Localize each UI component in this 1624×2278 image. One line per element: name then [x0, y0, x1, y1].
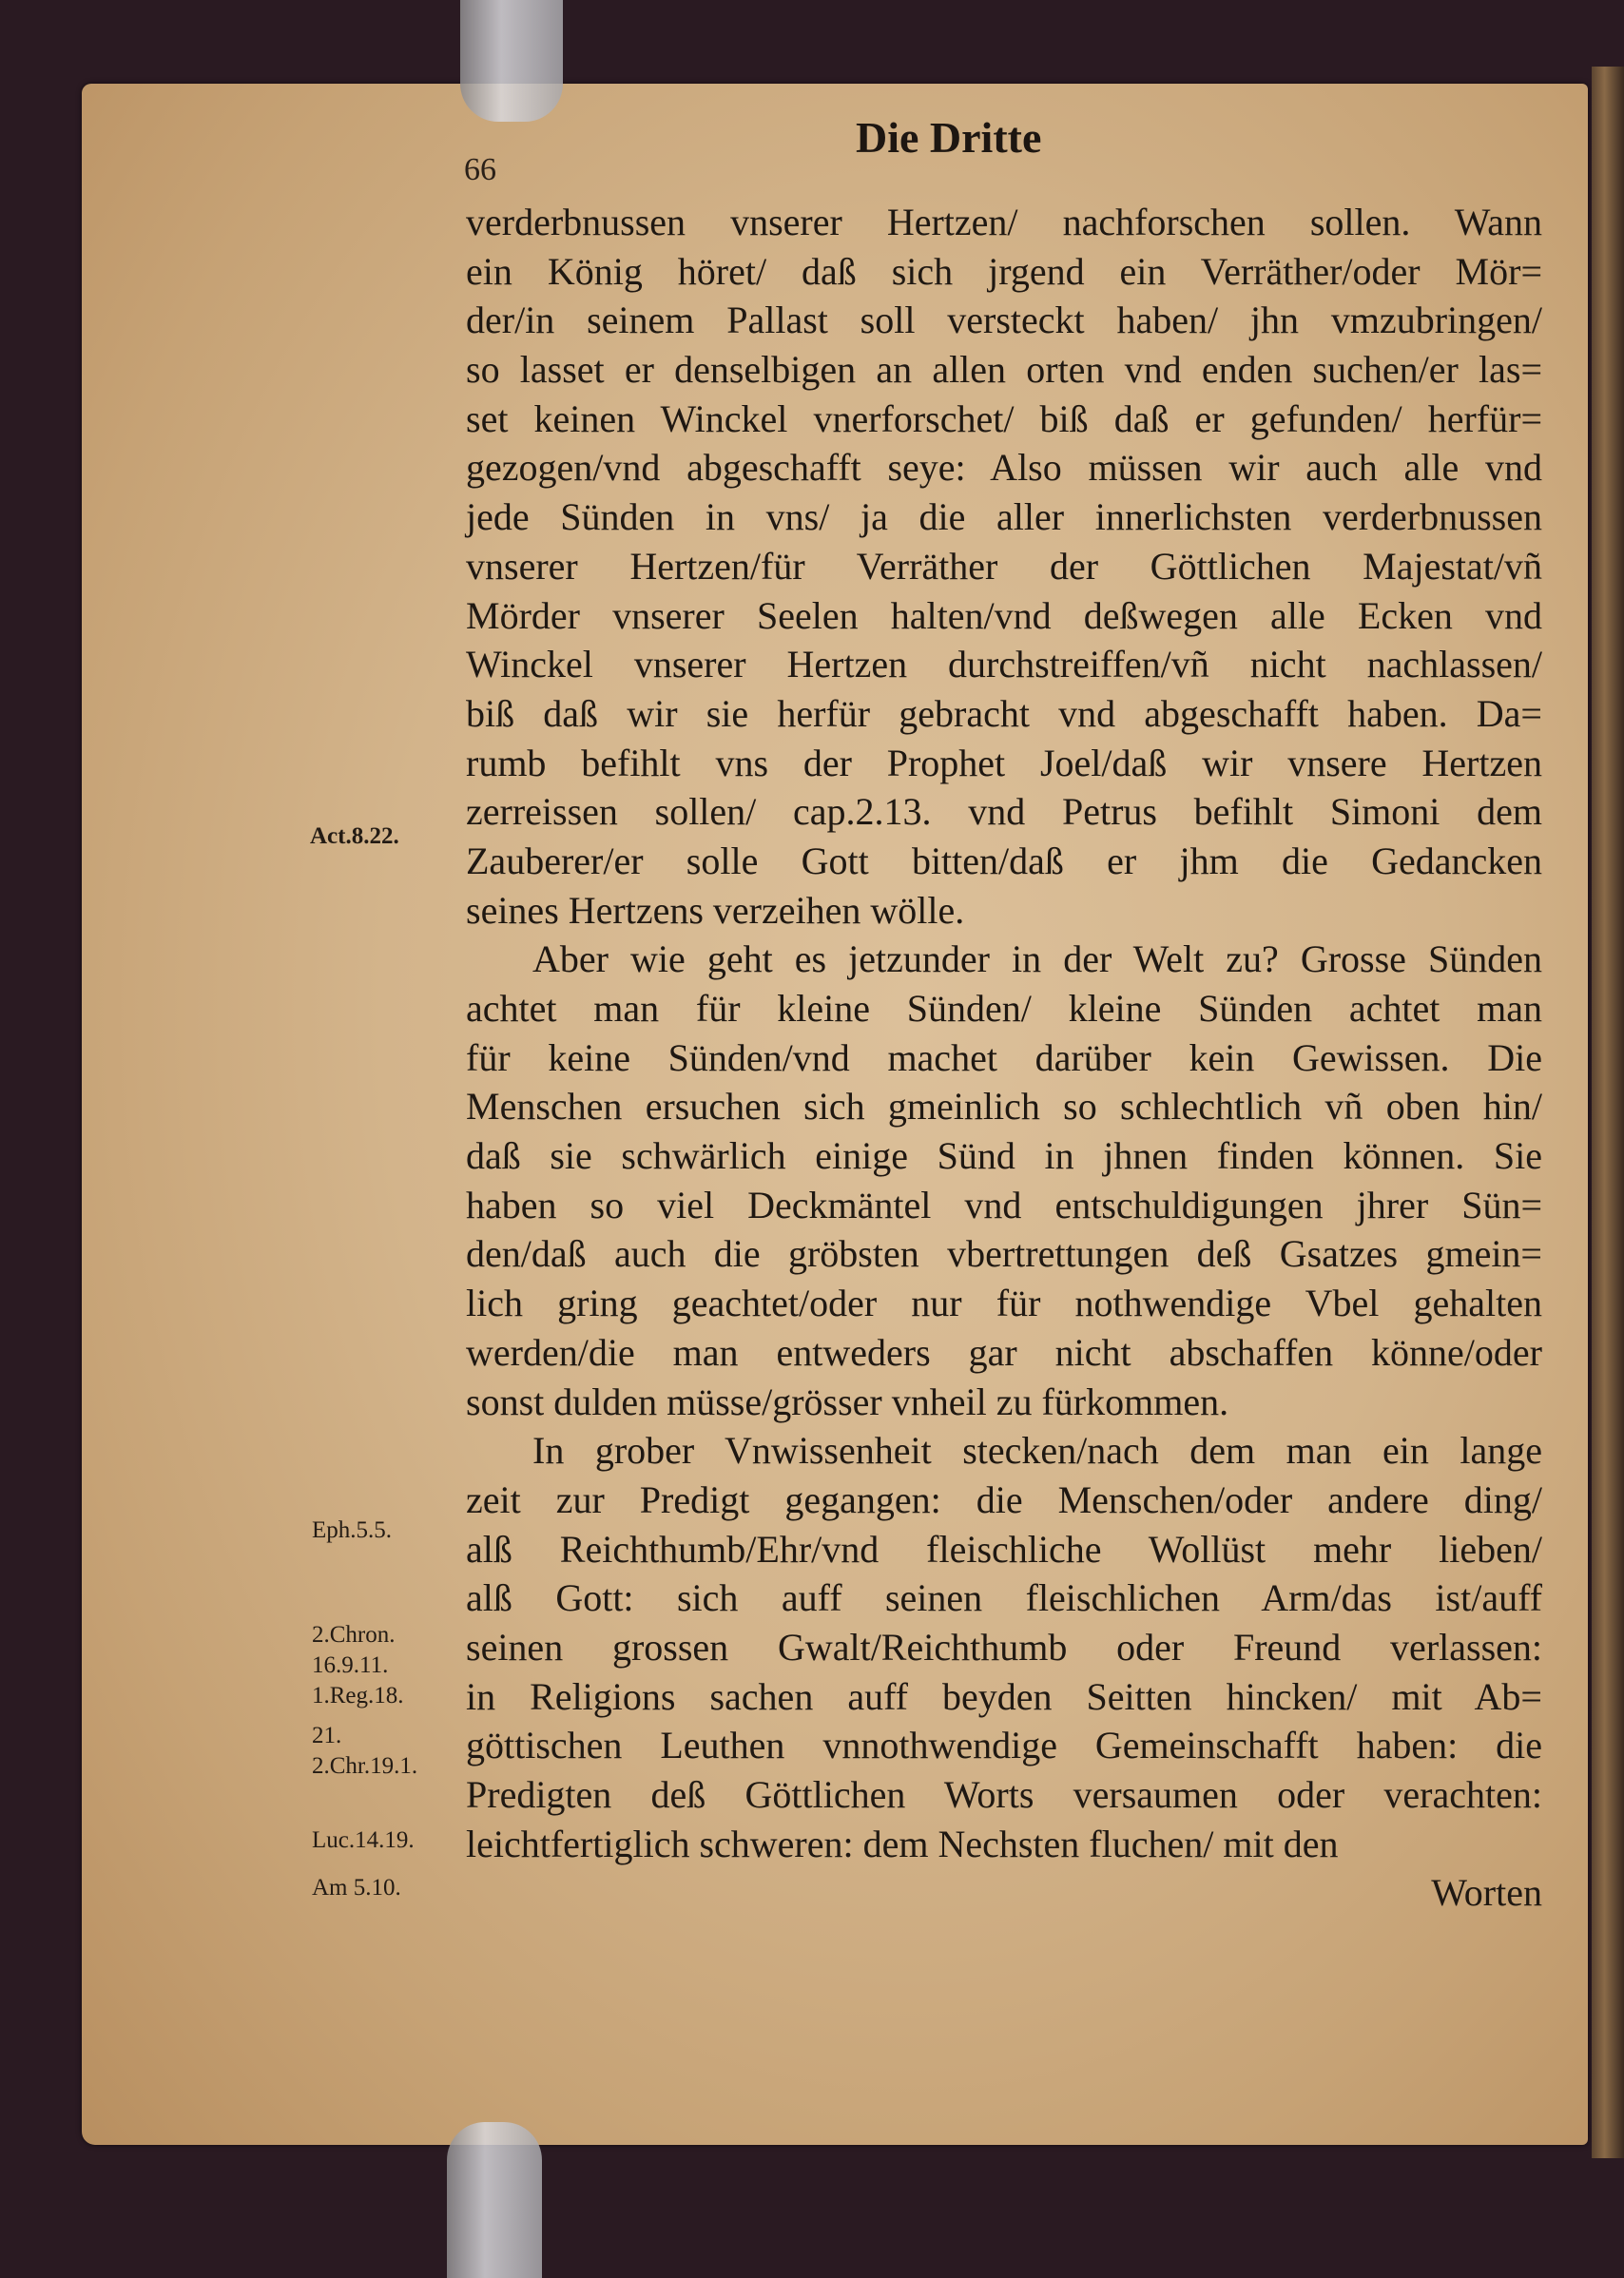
body-text [466, 198, 1542, 1918]
marginal-note: 16.9.11. [312, 1652, 389, 1678]
text-line: seinen grossen Gwalt/Reichthumb oder Freund verlassen: [466, 1625, 1542, 1669]
text-line: biß daß wir sie herfür gebracht vnd abgeschafft haben. Da= [466, 691, 1542, 735]
text-line: der/in seinem Pallast soll versteckt haben/ jhn vmzubringen/ [466, 299, 1542, 342]
text-line: rumb befihlt vns der Prophet Joel/daß wir vnsere Hertzen [466, 741, 1542, 784]
text-line: Predigten deß Göttlichen Worts versaumen oder verachten: [466, 1773, 1542, 1816]
text-line: Winckel vnserer Hertzen durchstreiffen/vñ nicht nachlassen/ [466, 643, 1542, 686]
marginal-note: Am 5.10. [312, 1875, 401, 1901]
facing-page-edge [1592, 67, 1624, 2158]
text-line: Aber wie geht es jetzunder in der Welt zu? Grosse Sünden [532, 937, 1542, 981]
text-line: gezogen/vnd abgeschafft seye: Also müssen wir auch alle vnd [466, 446, 1542, 490]
text-line: haben so viel Deckmäntel vnd entschuldigungen jhrer Sün= [466, 1183, 1542, 1226]
text-line: so lasset er denselbigen an allen orten vnd enden suchen/er las= [466, 348, 1542, 392]
text-line: lich gring geachtet/oder nur für nothwendige Vbel gehalten [466, 1282, 1542, 1325]
text-line: ein König höret/ daß sich jrgend ein Verräther/oder Mör= [466, 249, 1542, 293]
text-line: Mörder vnserer Seelen halten/vnd deßwegen alle Ecken vnd [466, 593, 1542, 637]
text-line: jede Sünden in vns/ ja die aller innerlichsten verderbnussen [466, 495, 1542, 539]
text-line: vnserer Hertzen/für Verräther der Göttlichen Majestat/vñ [466, 544, 1542, 588]
text-line: in Religions sachen auff beyden Seitten hincken/ mit Ab= [466, 1674, 1542, 1718]
text-line: göttischen Leuthen vnnothwendige Gemeinschafft haben: die [466, 1724, 1542, 1767]
text-line: den/daß auch die gröbsten vbertrettungen deß Gsatzes gmein= [466, 1232, 1542, 1276]
catchword: Worten [1431, 1871, 1542, 1915]
marginal-note: 2.Chr.19.1. [312, 1753, 418, 1779]
text-line: achtet man für kleine Sünden/ kleine Sünden achtet man [466, 987, 1542, 1030]
text-line: alß Gott: sich auff seinen fleischlichen Arm/das ist/auff [466, 1576, 1542, 1620]
text-line: werden/die man entweders gar nicht abschaffen könne/oder [466, 1330, 1542, 1374]
page-clip-bottom [447, 2122, 542, 2278]
text-line: zerreissen sollen/ cap.2.13. vnd Petrus befihlt Simoni dem [466, 790, 1542, 834]
running-title: Die Dritte [856, 113, 1042, 162]
text-line: für keine Sünden/vnd machet darüber kein Gewissen. Die [466, 1035, 1542, 1079]
text-line: set keinen Winckel vnerforschet/ biß daß er gefunden/ herfür= [466, 396, 1542, 440]
text-line: alß Reichthumb/Ehr/vnd fleischliche Wollüst mehr lieben/ [466, 1527, 1542, 1571]
text-line: Menschen ersuchen sich gmeinlich so schlechtlich vñ oben hin/ [466, 1085, 1542, 1129]
marginal-note: 1.Reg.18. [312, 1683, 404, 1708]
page-number: 66 [464, 152, 496, 187]
text-line: Zauberer/er solle Gott bitten/daß er jhm die Gedancken [466, 839, 1542, 882]
text-line: sonst dulden müsse/grösser vnheil zu fürkommen. [466, 1380, 1229, 1423]
text-line: verderbnussen vnserer Hertzen/ nachforschen sollen. Wann [466, 201, 1542, 243]
text-line: seines Hertzens verzeihen wölle. [466, 888, 965, 932]
text-line: In grober Vnwissenheit stecken/nach dem man ein lange [532, 1429, 1542, 1473]
marginal-note: 21. [312, 1723, 342, 1748]
text-line: daß sie schwärlich einige Sünd in jhnen finden können. Sie [466, 1134, 1542, 1178]
text-line: zeit zur Predigt gegangen: die Menschen/oder andere ding/ [466, 1477, 1542, 1521]
marginal-note: Eph.5.5. [312, 1517, 393, 1543]
marginal-note: Luc.14.19. [312, 1827, 415, 1853]
marginal-note: 2.Chron. [312, 1622, 396, 1648]
text-line: leichtfertiglich schweren: dem Nechsten fluchen/ mit den [466, 1822, 1339, 1865]
page-clip-top [460, 0, 563, 122]
marginal-note: Act.8.22. [310, 823, 399, 849]
